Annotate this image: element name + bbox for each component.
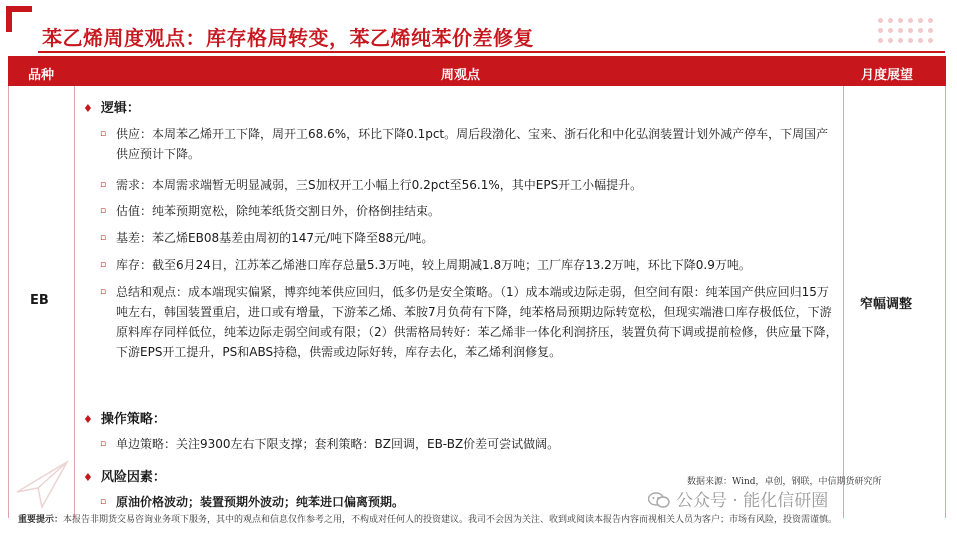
- wechat-watermark: [648, 486, 828, 511]
- wechat-watermark-text: 公众号 · 能化信研圈: [676, 491, 829, 511]
- item-text: 供应：本周苯乙烯开工下降，周开工68.6%，环比下降0.1pct。周后段渤化、宝来、浙石化和中化弘润装置计划外减产停车，下周国产供应预计下降。: [116, 127, 829, 161]
- item-text: 库存：截至6月24日，江苏苯乙烯港口库存总量5.3万吨，较上周期减1.8万吨；工厂库存13.2万吨，环比下降0.9万吨。: [116, 258, 751, 272]
- square-bullet-icon: ▫: [100, 497, 107, 507]
- square-bullet-icon: ▫: [100, 260, 107, 270]
- section-strategy: [83, 408, 166, 427]
- header-variety: 品种: [28, 68, 55, 83]
- disclaimer-label: 重要提示：: [18, 515, 64, 525]
- square-bullet-icon: ▫: [100, 180, 107, 190]
- list-item: [100, 282, 840, 362]
- section-label: 风险因素：: [100, 470, 166, 485]
- list-item: [100, 434, 840, 454]
- item-text: 单边策略：关注9300左右下限支撑；套利策略：BZ回调，EB-BZ价差可尝试做阔。: [116, 437, 560, 451]
- list-item: [100, 228, 840, 248]
- list-item: [100, 201, 840, 221]
- item-text: 估值：纯苯预期宽松，除纯苯纸货交割日外，价格倒挂结束。: [116, 204, 441, 218]
- table-left-border: [8, 86, 9, 518]
- diamond-icon: ♦: [83, 471, 93, 484]
- header-monthly-outlook: 月度展望: [861, 68, 914, 83]
- item-text: 需求：本周需求端暂无明显减弱，三S加权开工小幅上行0.2pct至56.1%，其中EPS开工小幅提升。: [116, 178, 643, 192]
- section-label: 逻辑：: [100, 101, 140, 116]
- header-weekly-view: 周观点: [441, 68, 481, 83]
- square-bullet-icon: ▫: [100, 206, 107, 216]
- page-title: 苯乙烯周度观点：库存格局转变，苯乙烯纯苯价差修复: [42, 26, 534, 50]
- list-item: [100, 175, 840, 195]
- square-bullet-icon: ▫: [100, 287, 107, 297]
- corner-bracket-decoration: [6, 6, 32, 32]
- variety-cell: EB: [30, 293, 49, 308]
- column-divider: [74, 86, 75, 518]
- paper-plane-decoration: [12, 452, 72, 512]
- title-underline: [38, 51, 945, 53]
- table-right-border: [945, 86, 946, 518]
- square-bullet-icon: ▫: [100, 439, 107, 449]
- list-item: [100, 255, 840, 275]
- table-header: [8, 56, 946, 86]
- item-text: 总结和观点：成本端现实偏紧，博弈纯苯供应回归，低多仍是安全策略。（1）成本端或边际走弱，但空间有限：纯苯国产供应回归15万吨左右，韩国装置重启，进口或有增量，下游苯乙烯、苯胺7月负荷有下降，纯苯格局预期边际转宽松，但现实端港口库存极低位，下游原料库存同样低位，纯苯边际走弱空间或有限；（2）供需格局转好：苯乙烯非一体化利润挤压，装置负荷下调或提前检修，供应量下降，下游EPS开工提升，PS和ABS持稳，供需或边际好转，库存去化，苯乙烯利润修复。: [116, 285, 838, 359]
- section-label: 操作策略：: [100, 412, 166, 427]
- column-divider: [843, 86, 844, 518]
- monthly-outlook-cell: 窄幅调整: [860, 297, 913, 312]
- wechat-icon: [648, 492, 670, 508]
- diamond-icon: ♦: [83, 102, 93, 115]
- diamond-icon: ♦: [83, 413, 93, 426]
- list-item: [100, 124, 840, 164]
- item-text: 基差：苯乙烯EB08基差由周初的147元/吨下降至88元/吨。: [116, 231, 434, 245]
- disclaimer: [18, 514, 838, 526]
- section-logic: [83, 97, 140, 116]
- data-source-note: 数据来源：Wind，卓创，钢联，中信期货研究所: [687, 477, 882, 487]
- item-text: 原油价格波动；装置预期外波动；纯苯进口偏离预期。: [116, 495, 405, 509]
- square-bullet-icon: ▫: [100, 233, 107, 243]
- disclaimer-text: 本报告非期货交易咨询业务项下服务，其中的观点和信息仅作参考之用，不构成对任何人的投资建议。我司不会因为关注、收到或阅读本报告内容而视相关人员为客户；市场有风险，投资需谨慎。: [63, 515, 838, 525]
- section-risk: [83, 466, 166, 485]
- dot-grid-decoration: [878, 18, 938, 48]
- square-bullet-icon: ▫: [100, 129, 107, 139]
